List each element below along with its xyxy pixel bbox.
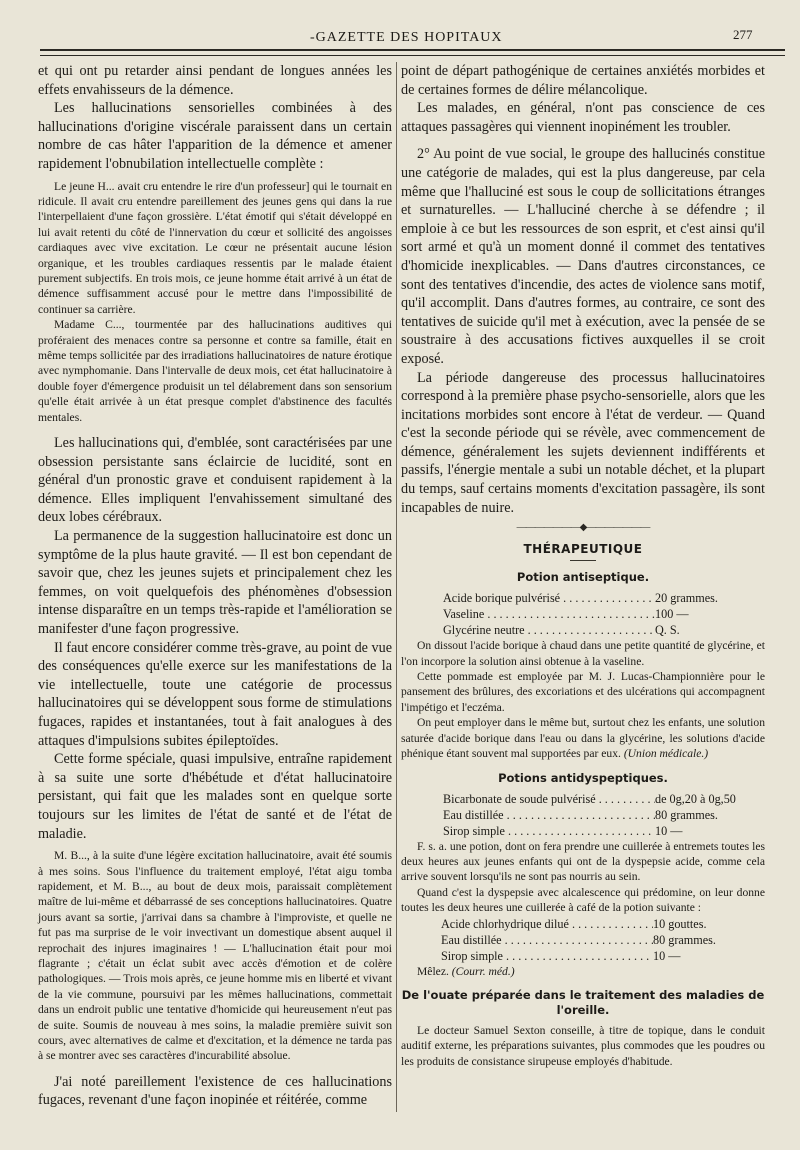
page-number: 277 (733, 27, 753, 42)
left-column (38, 62, 392, 1110)
section-title: THÉRAPEUTIQUE (523, 542, 643, 557)
ingredient-qty: 80 grammes. (655, 807, 718, 822)
right-column (401, 62, 765, 1069)
prescription-list (401, 791, 765, 839)
ingredient-qty: 100 — (655, 607, 689, 622)
prescription-row (441, 916, 765, 932)
prescription-title: Potion antiseptique. (516, 570, 650, 585)
paragraph: Les malades, en général, n'ont pas conscience de ces attaques passagères qui viennent inopinément les troubler. (401, 100, 765, 135)
source-citation: (Courr. méd.) (451, 964, 515, 978)
paragraph: La permanence de la suggestion hallucinatoire est donc un symptôme de la plus haute gravité. — Il est bon cependant de savoir que, chez les jeunes sujets et principalement chez les femmes, on voit quelquefois des phénomènes d'obsession intense disparaître en un temps très-rapide et l'amélioration se manifester d'une façon progressive. (38, 528, 392, 637)
article-title: De l'ouate préparée dans le traitement des maladies de l'oreille. (401, 987, 765, 1017)
prescription-row (441, 948, 765, 964)
header-rule (40, 49, 785, 51)
ingredient-name: Sirop simple (443, 823, 505, 838)
ingredient-qty: 10 — (655, 823, 683, 838)
ingredient-name: Eau distillée (441, 932, 502, 947)
column-divider (396, 62, 397, 1112)
ingredient-qty: 10 gouttes. (653, 916, 707, 931)
paragraph: J'ai noté pareillement l'existence de ces hallucinations fugaces, revenant d'une façon inopinée et réitérée, comme (38, 1073, 392, 1109)
prescription-note: Mêlez. (Courr. méd.) (417, 964, 515, 978)
ingredient-qty: 80 grammes. (653, 932, 716, 947)
ingredient-qty: Q. S. (655, 623, 680, 638)
paragraph: 2° Au point de vue social, le groupe des hallucinés constitue une catégorie de malades, qui est la plus dangereuse, par cela même que l'halluciné est sous le coup de sollicitations étranges et surnaturelles. — L'halluciné cherche à se défendre ; il emploie à ce but les ressources de son esprit, et c'est ainsi qu'il sort armé et qu'à un moment donné il commet des tentatives d'homicide inexplicables. — Dans d'autres circonstances, ce sont des tentatives d'incendie, des actes de violence sans motif, qu'il accomplit. Dans d'autres formes, au contraire, ce sont des tentatives de suicide qu'il met à exécution, avec la pensée de se soustraire à des accusations fictives auxquelles il se croit exposé. (401, 146, 765, 367)
ingredient-name: Bicarbonate de soude pulvérisé (443, 791, 596, 806)
ingredient-name: Acide borique pulvérisé (443, 591, 561, 606)
prescription-note: On dissout l'acide borique à chaud dans une petite quantité de glycérine, et l'on incorpore la solution ainsi obtenue à la vaseline. (401, 639, 765, 668)
header-rule-thin (40, 55, 785, 56)
prescription-note: Cette pommade est employée par M. J. Lucas-Championnière pour le pansement des brûlures, des excoriations et des ulcérations qui accompagnent l'impétigo et l'eczéma. (401, 670, 765, 714)
prescription-list (401, 916, 765, 964)
ingredient-qty: de 0g,20 à 0g,50 (655, 791, 736, 806)
paragraph: La période dangereuse des processus hallucinatoires correspond à la première phase psycho-sensorielle, alors que les incitations morbides sont encore à l'état de verdeur. — Quand c'est la seconde période qui se révèle, avec commencement de démence, généralement les sujets deviennent indifférents et passifs, l'énergie mentale a subi un notable déchet, et la plupart du temps, sauf certains moments d'excitation passagère, ils sont incapables de nuire. (401, 369, 765, 516)
prescription-row (443, 590, 765, 606)
ingredient-name: Sirop simple (441, 948, 503, 963)
ingredient-qty: 10 — (653, 948, 681, 963)
prescription-title: Potions antidyspeptiques. (498, 770, 668, 785)
section-ornament: ———————◆——————— (516, 522, 650, 534)
source-citation: (Union médicale.) (623, 747, 709, 761)
article-text: Le docteur Samuel Sexton conseille, à titre de topique, dans le conduit auditif externe, les préparations suivantes, plus commodes que les poudres ou les produits de consistance sirupeuse employés d'habitude. (401, 1023, 765, 1068)
prescription-row (443, 622, 765, 638)
paragraph: Les hallucinations sensorielles combinées à des hallucinations d'origine viscérale paraissent dans un certain nombre de cas hâter l'apparition de la démence et amener rapidement l'obnubilation intellectuelle complète : (38, 100, 392, 172)
prescription-note: F. s. a. une potion, dont on fera prendre une cuillerée à entremets toutes les deux heures aux jeunes enfants qui ont de la dyspepsie acide, comme cela arrive souvent lorsqu'ils ne sont pas nourris au sein. (401, 839, 765, 884)
prescription-note: Quand c'est la dyspepsie avec alcalescence qui prédomine, on leur donne toutes les deux heures une cuillerée à café de la potion suivante : (401, 885, 765, 915)
prescription-row (443, 606, 765, 622)
ingredient-name: Glycérine neutre (443, 623, 525, 638)
ingredient-qty: 20 grammes. (655, 591, 718, 606)
case-report: Madame C..., tourmentée par des hallucinations auditives qui proféraient des menaces contre sa personne et contre sa famille, était en même temps sollicitée par des irradiations hallucinatoires de nature érotique avec nymphomanie. Dans l'intervalle de deux mois, cet état hallucinatoire à double foyer d'émergence produisit un tel délabrement dans son sensorium qu'elle était arrivée à un état presque complet d'abstinence des facultés mentales. (38, 318, 392, 424)
case-report: Le jeune H... avait cru entendre le rire d'un professeur] qui le tournait en ridicule. Il avait cru entendre pareillement des jeunes gens qui dans la rue l'interpellaient d'une façon grossière. L'état émotif qui s'était développé en lui avait retenti du côté de l'innervation du cœur et sollicité des angoisses cardiaques avec vive excitation. Le cœur ne présentait aucune lésion organique, et les troubles cardiaques ressentis par le malade étaient purement subjectifs. En trois mois, ce jeune homme était arrivé à un état de démence suffisamment accusé pour le mettre dans l'impossibilité de continuer sa carrière. (38, 179, 392, 316)
prescription-row (443, 807, 765, 823)
paragraph: et qui ont pu retarder ainsi pendant de longues années les effets envahisseurs de la démence. (38, 63, 392, 98)
ingredient-name: Vaseline (443, 607, 485, 622)
prescription-row (443, 823, 765, 839)
paragraph: Cette forme spéciale, quasi impulsive, entraîne rapidement à sa suite une sorte d'hébétude et d'état hallucinatoire persistant, qui fait que les malades sont en quelque sorte toujours sur les limites de l'état de santé et de l'état de maladie. (38, 751, 392, 842)
prescription-row (443, 791, 765, 807)
case-report: M. B..., à la suite d'une légère excitation hallucinatoire, avait été soumis à mes soins. Sous l'influence du traitement employé, l'état aigu tomba rapidement, et M. B..., au bout de deux mois, paraissait complètement maître de lui-même et débarrassé de ses conceptions hallucinatoires. Quatre jours avant sa sortie, j'arrivai dans sa chambre à l'improviste, et quelle ne fut pas ma surprise de le voir invectivant un domestique absent auquel il reprochait des injures imaginaires ! — L'hallucination était pour moi flagrante ; c'était un éclat subit avec accès d'émotion et de colère pathologiques. — Trois mois après, ce jeune homme mis en liberté et vivant de la vie commune, poursuivi par les mêmes hallucinations, commettait dans un endroit public une tentative d'homicide qui heureusement n'eut pas de suite. Soumis de nouveau à mes soins, la maladie première suivit son cours, avec alternatives de calme et d'excitation, et la démence ne tarda pas à se montrer avec ses caractères d'incurabilité absolue. (38, 849, 392, 1063)
paragraph: Les hallucinations qui, d'emblée, sont caractérisées par une obsession persistante sans éclaircie de lucidité, sont en général d'un pronostic grave et conduisent rapidement à la démence. Elles impliquent l'envahissement simultané des deux lobes cérébraux. (38, 435, 392, 526)
ingredient-name: Eau distillée (443, 807, 504, 822)
prescription-list (401, 590, 765, 638)
prescription-note: On peut employer dans le même but, surtout chez les enfants, une solution saturée d'acide borique dans l'eau ou dans la glycérine, les solutions d'acide phénique étant souvent mal supportées par eux. (Union médicale.) (401, 716, 765, 761)
running-title: -GAZETTE DES HOPITAUX (310, 30, 503, 45)
ingredient-name: Acide chlorhydrique dilué (441, 916, 569, 931)
paragraph: point de départ pathogénique de certaines anxiétés morbides et de certaines formes de délire mélancolique. (401, 63, 765, 98)
prescription-row (441, 932, 765, 948)
paragraph: Il faut encore considérer comme très-grave, au point de vue des conséquences qu'elle exerce sur les manifestations de la vie intellectuelle, toute une catégorie de processus hallucinatoires qui se développent sous forme de stimulations fugaces, rapides et instantanées, tout à fait analogues à des attaques d'impulsions subites épileptoïdes. (38, 639, 392, 749)
